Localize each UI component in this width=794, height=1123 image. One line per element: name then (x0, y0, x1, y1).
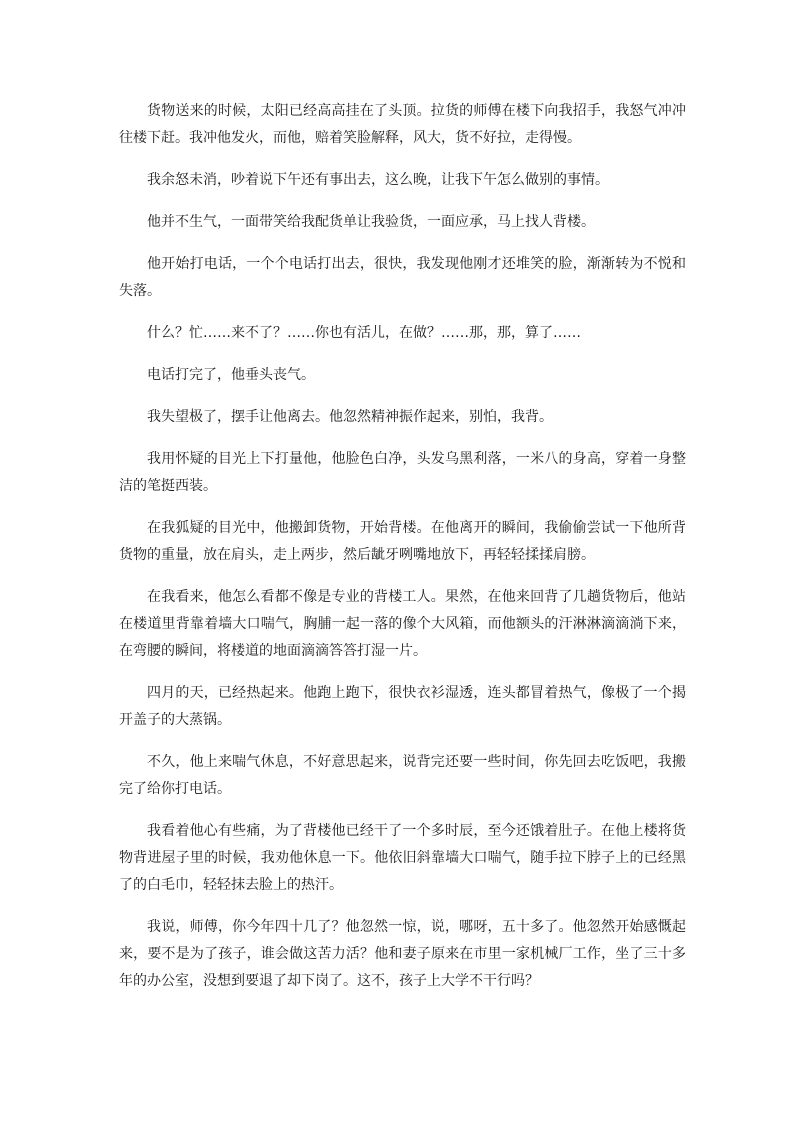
paragraph-9: 在我狐疑的目光中，他搬卸货物，开始背楼。在他离开的瞬间，我偷偷尝试一下他所背货物的重量，放在肩头，走上两步，然后龇牙咧嘴地放下，再轻轻揉揉肩膀。 (119, 520, 686, 563)
paragraph-7: 我失望极了，摆手让他离去。他忽然精神振作起来，别怕，我背。 (147, 409, 553, 425)
paragraph-10: 在我看来，他怎么看都不像是专业的背楼工人。果然，在他来回背了几趟货物后，他站在楼道里背靠着墙大口喘气，胸脯一起一落的像个大风箱，而他额头的汗淋淋滴滴淌下来，在弯腰的瞬间，将楼道的地面滴滴答答打湿一片。 (119, 589, 686, 659)
paragraph-13: 我看着他心有些痛，为了背楼他已经干了一个多时辰，至今还饿着肚子。在他上楼将货物背进屋子里的时候，我劝他休息一下。他依旧斜靠墙大口喘气，随手拉下脖子上的已经黑了的白毛巾，轻轻抹去脸上的热汗。 (119, 823, 686, 893)
paragraph-2: 我余怒未消，吵着说下午还有事出去，这么晚，让我下午怎么做别的事情。 (147, 172, 609, 188)
paragraph-12: 不久，他上来喘气休息，不好意思起来，说背完还要一些时间，你先回去吃饭吧，我搬完了给你打电话。 (119, 754, 686, 797)
paragraph-11: 四月的天，已经热起来。他跑上跑下，很快衣衫湿透，连头都冒着热气，像极了一个揭开盖子的大蒸锅。 (119, 685, 686, 728)
paragraph-3: 他并不生气，一面带笑给我配货单让我验货，一面应承，马上找人背楼。 (147, 214, 595, 230)
paragraph-5: 什么？忙……来不了？……你也有活儿，在做？……那，那，算了…… (147, 325, 581, 341)
paragraph-6: 电话打完了，他垂头丧气。 (147, 367, 315, 383)
paragraph-1: 货物送来的时候，太阳已经高高挂在了头顶。拉货的师傅在楼下向我招手，我怒气冲冲往楼下赶。我冲他发火，而他，赔着笑脸解释，风大，货不好拉，走得慢。 (119, 103, 686, 146)
paragraph-8: 我用怀疑的目光上下打量他，他脸色白净，头发乌黑利落，一米八的身高，穿着一身整洁的笔挺西装。 (119, 451, 686, 494)
paragraph-14: 我说，师傅，你今年四十几了？他忽然一惊，说，哪呀，五十多了。他忽然开始感慨起来，要不是为了孩子，谁会做这苦力活？他和妻子原来在市里一家机械厂工作，坐了三十多年的办公室，没想到要退了却下岗了。这不，孩子上大学不干行吗？ (119, 919, 686, 989)
document-body (119, 98, 686, 1010)
paragraph-4: 他开始打电话，一个个电话打出去，很快，我发现他刚才还堆笑的脸，渐渐转为不悦和失落。 (119, 256, 686, 299)
